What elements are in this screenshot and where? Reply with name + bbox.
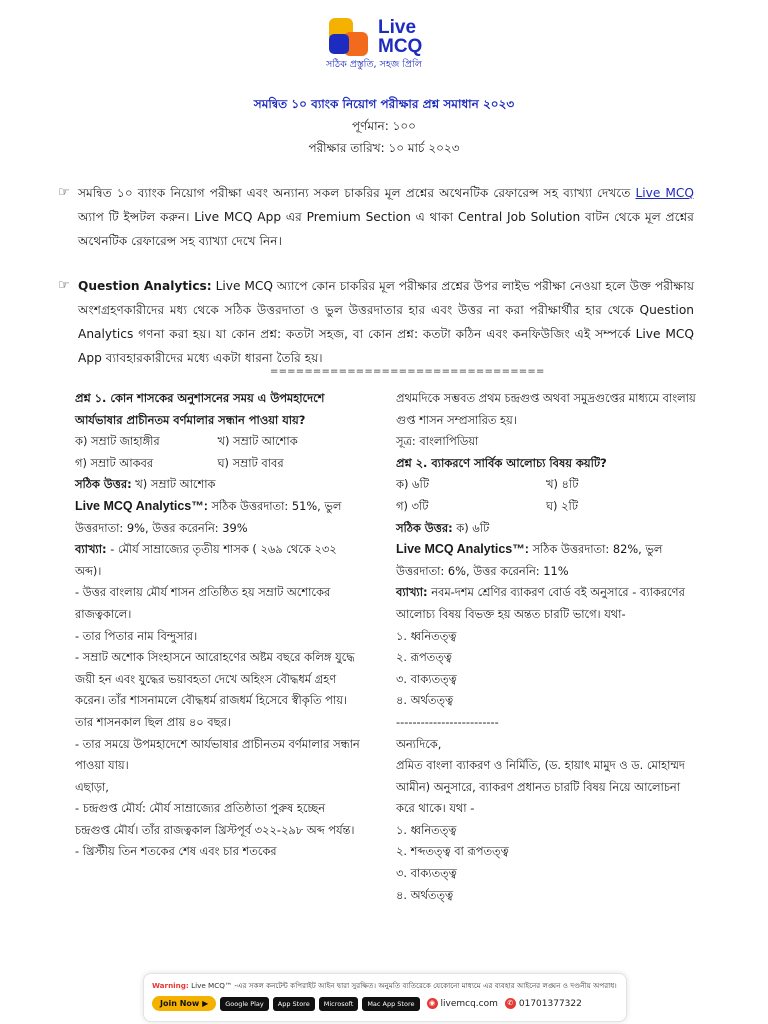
separator: ================================ [270,366,545,377]
logo-name-line2: MCQ [378,36,423,57]
question-1: প্রশ্ন ১. কোন শাসকের অনুশাসনের সময় এ উপমহাদেশে আর্যভাষার প্রাচীনতম বর্ণমালার সন্ধান পাওয়া যায়? [75,391,325,427]
question-analytics-label: Question Analytics: [78,279,212,293]
globe-icon: ◉ [427,998,438,1009]
exam-date: পরীক্ষার তারিখ: ১০ মার্চ ২০২৩ [308,141,460,155]
full-marks: পূর্ণমান: ১০০ [352,119,416,133]
option: গ) ৩টি [396,498,429,513]
list-item: ৪. অর্থতত্ত্ব [396,887,454,902]
explanation-line: - তার পিতার নাম বিন্দুসার। [75,628,198,643]
option: খ) ৪টি [546,477,579,492]
live-mcq-link[interactable]: Live MCQ [635,186,694,200]
question-2-options [396,474,696,517]
explanation-line: - উত্তর বাংলায় মৌর্য শাসন প্রতিষ্ঠিত হয় সম্রাট অশোকের রাজত্বকালে। [75,585,331,621]
list-item: ৩. বাক্যতত্ত্ব [396,671,457,686]
explanation-line: - খ্রিস্টীয় তিন শতকের শেষ এবং চার শতকের [75,844,277,859]
logo-name-line1: Live [378,17,417,38]
intro-paragraph-2: ☞ Question Analytics: Live MCQ অ্যাপে কোন চাকরির মূল পরীক্ষার প্রশ্নের উপর লাইভ পরীক্ষা নেওয়া হলে উক্ত পরীক্ষায় অংশগ্রহণকারীদের মধ্য থেকে সঠিক উত্তরদাতা ও ভুল উত্তরদাতার হার এবং উত্তর না করা পরীক্ষার্থীর হার থেকে Question Analytics গণনা করা হয়। যা কোন প্রশ্ন: কতটা সহজ, বা কোন প্রশ্ন: কতটা কঠিন এবং কনফিউজিং এই সম্পর্কে Live MCQ App ব্যাবহারকারীদের মধ্যে একটা ধারনা তৈরি হয়। [78,274,694,370]
logo-mark-blue [329,34,349,54]
list-item: ১. ধ্বনিতত্ত্ব [396,628,457,643]
list-item: ২. শব্দতত্ত্ব বা রূপতত্ত্ব [396,844,509,859]
pointing-hand-icon: ☞ [58,278,70,293]
join-now-button[interactable]: Join Now ▶ [152,996,216,1011]
question-2: প্রশ্ন ২. ব্যাকরণে সার্বিক আলোচ্য বিষয় কয়টি? [396,455,607,470]
option: ঘ) সম্রাট বাবর [217,455,284,470]
phone-icon: ✆ [505,998,516,1009]
option: গ) সম্রাট আকবর [75,455,154,470]
question-2-answer: সঠিক উত্তর: ক) ৬টি [396,520,490,535]
explanation-line: এছাড়া, [75,779,109,794]
list-item: ১. ধ্বনিতত্ত্ব [396,822,457,837]
microsoft-store-badge[interactable]: Microsoft [319,997,359,1011]
source: সূত্র: বাংলাপিডিয়া [396,434,479,449]
question-2-analytics: Live MCQ Analytics™: সঠিক উত্তরদাতা: 82%, ভুল উত্তরদাতা: 6%, উত্তর করেননি: 11% [396,542,663,578]
live-mcq-logo [322,12,452,70]
google-play-badge[interactable]: Google Play [220,997,269,1011]
website-link[interactable]: ◉ livemcq.com [427,998,498,1009]
question-1-explanation: ব্যাখ্যা: - মৌর্য সাম্রাজ্যের তৃতীয় শাসক ( ২৬৯ থেকে ২৩২ অব্দ)। [75,542,337,578]
list-item: ৪. অর্থতত্ত্ব [396,693,454,708]
explanation-line: - সম্রাট অশোক সিংহাসনে আরোহণের অষ্টম বছরে কলিঙ্গ যুদ্ধে জয়ী হন এবং যুদ্ধের ভয়াবহতা দেখে অহিংস বৌদ্ধধর্ম গ্রহণ করেন। তাঁর শাসনামলে বৌদ্ধধর্ম রাজধর্ম হিসেবে স্বীকৃতি পায়। তার শাসনকাল ছিল প্রায় ৪০ বছর। [75,650,355,729]
pointing-hand-icon: ☞ [58,185,70,200]
list-item: ৩. বাক্যতত্ত্ব [396,866,457,881]
intro-paragraph-1: ☞ সমন্বিত ১০ ব্যাংক নিয়োগ পরীক্ষা এবং অন্যান্য সকল চাকরির মূল প্রশ্নের অথেনটিক রেফারেন্স সহ ব্যাখ্যা দেখতে Live MCQ অ্যাপ টি ইন্সটল করুন। Live MCQ App এর Premium Section এ থাকা Central Job Solution বাটন থেকে মূল প্রশ্নের অথেনটিক রেফারেন্স সহ ব্যাখ্যা দেখে নিন। [78,181,694,253]
phone-contact[interactable]: ✆ 01701377322 [505,998,582,1009]
footer-banner [143,973,627,1022]
right-column [396,388,696,906]
other-heading: অন্যদিকে, [396,736,442,751]
other-text: প্রমিত বাংলা ব্যাকরণ ও নির্মিতি, (ড. হায়াৎ মামুদ ও ড. মোহাম্মদ আমীন) অনুসারে, ব্যাকরণ প্রধানত চারটি বিষয় নিয়ে আলোচনা করে থাকে। যথা - [396,758,685,816]
copyright-warning: Warning: Live MCQ™ -এর সকল কনটেন্ট কপিরাইট আইন দ্বারা সুরক্ষিত। অনুমতি ব্যতিরেকে যেকোনো মাধ্যমে এর ব্যবহার আইনের লঙ্ঘন ও দণ্ডনীয় অপরাধ। [152,981,617,990]
question-1-analytics: Live MCQ Analytics™: সঠিক উত্তরদাতা: 51%, ভুল উত্তরদাতা: 9%, উত্তর করেননি: 39% [75,498,342,535]
explanation-line: - তার সময়ে উপমহাদেশে আর্যভাষার প্রাচীনতম বর্ণমালার সন্ধান পাওয়া যায়। [75,736,360,773]
option: ক) সম্রাট জাহাঙ্গীর [75,434,160,449]
dash-separator: ------------------------- [396,714,499,729]
list-item: ২. রূপতত্ত্ব [396,650,452,665]
question-1-explanation-cont: প্রথমদিকে সম্ভবত প্রথম চন্দ্রগুপ্ত অথবা সমুদ্রগুপ্তের মাধ্যমে বাংলায় গুপ্ত শাসন সম্প্রসারিত হয়। [396,391,696,427]
logo-tagline: সঠিক প্রস্তুতি, সহজ প্রিলি [326,59,422,70]
option: ঘ) ২টি [546,498,578,513]
mac-app-store-badge[interactable]: Mac App Store [362,997,419,1011]
question-1-options [75,431,360,474]
page-title: সমন্বিত ১০ ব্যাংক নিয়োগ পরীক্ষার প্রশ্ন সমাধান ২০২৩ [253,97,515,111]
left-column [75,388,360,863]
app-store-badge[interactable]: App Store [273,997,315,1011]
question-1-answer: সঠিক উত্তর: খ) সম্রাট আশোক [75,477,216,492]
footer-actions [152,996,582,1011]
option: খ) সম্রাট আশোক [217,434,298,449]
option: ক) ৬টি [396,477,429,492]
question-2-explanation: ব্যাখ্যা: নবম-দশম শ্রেণির ব্যাকরণ বোর্ড বই অনুসারে - ব্যাকরণের আলোচ্য বিষয় বিভক্ত হয় অন্তত চারটি ভাগে। যথা- [396,585,685,621]
explanation-line: - চন্দ্রগুপ্ত মৌর্য: মৌর্য সাম্রাজ্যের প্রতিষ্ঠাতা পুরুষ হচ্ছেন চন্দ্রগুপ্ত মৌর্য। তাঁর রাজত্বকাল খ্রিস্টপূর্ব ৩২২-২৯৮ অব্দ পর্যন্ত। [75,801,355,837]
